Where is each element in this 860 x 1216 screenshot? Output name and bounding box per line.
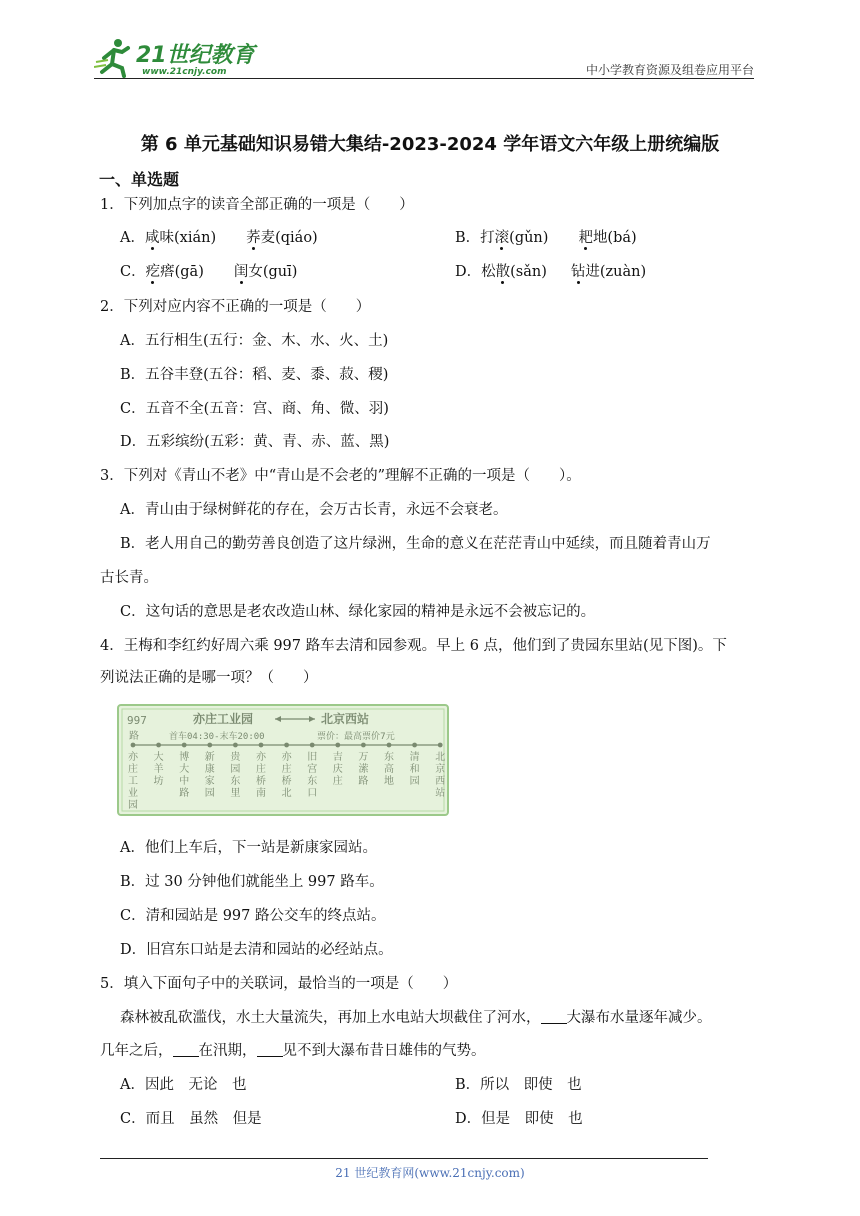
q4-option-c[interactable]: C．清和园站是 997 路公交车的终点站。 [120, 908, 386, 924]
bus-stop-dot [259, 743, 264, 748]
bus-stop-dot [361, 743, 366, 748]
bus-stop-label: 清和园 [409, 752, 420, 787]
bus-stop-dot [207, 743, 212, 748]
bus-stop-dot [438, 743, 443, 748]
logo-url: www.21cnjy.com [142, 67, 227, 77]
bus-stop-label: 贵园东里 [230, 752, 241, 799]
blank-3 [257, 1042, 283, 1057]
q2-option-a[interactable]: A．五行相生(五行：金、木、水、火、土) [120, 333, 389, 349]
header-divider [94, 78, 754, 79]
q5-option-b[interactable]: B．所以 即使 也 [455, 1077, 582, 1093]
bus-stop-dot [156, 743, 161, 748]
q2-option-d[interactable]: D．五彩缤纷(五彩：黄、青、赤、蓝、黑) [120, 434, 390, 450]
bus-from: 亦庄工业园 [193, 712, 254, 726]
bus-route-sign [117, 704, 449, 816]
bus-stop-dot [335, 743, 340, 748]
q5-option-c[interactable]: C．而且 虽然 但是 [120, 1111, 262, 1127]
q3-option-a[interactable]: A．青山由于绿树鲜花的存在，会万古长青，永远不会衰老。 [120, 502, 508, 518]
runner-icon [94, 39, 128, 76]
q2-option-c[interactable]: C．五音不全(五音：宫、商、角、微、羽) [120, 401, 389, 417]
bus-stop-label: 吉庆庄 [332, 752, 343, 787]
footer-divider [100, 1158, 708, 1159]
q5-stem: 5．填入下面句子中的关联词，最恰当的一项是（ ） [100, 976, 458, 992]
q1-option-b[interactable]: B．打滚(gǔn) 耙地(bá) [455, 230, 637, 246]
footer-text: 21 世纪教育网(www.21cnjy.com) [335, 1166, 525, 1180]
bus-stop-label: 亦庄桥北 [281, 752, 292, 799]
q4-stem: 4．王梅和李红约好周六乘 997 路车去清和园参观。早上 6 点，他们到了贵园东里站(见下图)。下 [100, 638, 727, 654]
blank-2 [173, 1042, 199, 1057]
q1-stem: 1．下列加点字的读音全部正确的一项是（ ） [100, 197, 414, 213]
bus-to: 北京西站 [321, 712, 370, 726]
bus-stop-label: 新康家园 [204, 752, 215, 799]
q4-option-b[interactable]: B．过 30 分钟他们就能坐上 997 路车。 [120, 874, 384, 890]
q3-option-b[interactable]: B．老人用自己的勤劳善良创造了这片绿洲，生命的意义在茫茫青山中延续，而且随着青山万 [120, 536, 711, 552]
bus-stop-label: 旧宫东口 [307, 752, 318, 799]
bus-stop-label: 万潆路 [358, 752, 369, 787]
q2-option-b[interactable]: B．五谷丰登(五谷：稻、麦、黍、菽、稷) [120, 367, 389, 383]
site-logo [94, 36, 264, 80]
section-heading: 一、单选题 [99, 170, 180, 189]
q1-option-d[interactable]: D．松散(sǎn) 钻进(zuàn) [455, 264, 647, 280]
header-platform-text: 中小学教育资源及组卷应用平台 [585, 63, 754, 77]
bus-stop-dot [182, 743, 187, 748]
q1-option-a[interactable]: A．咸味(xián) 荞麦(qiáo) [120, 230, 318, 246]
bus-route-number: 997 [127, 714, 147, 727]
q3-stem: 3．下列对《青山不老》中“青山是不会老的”理解不正确的一项是（ ）。 [100, 468, 581, 484]
bus-times: 首车04:30-末车20:00 [169, 732, 265, 742]
bus-stop-label: 北京西站 [435, 752, 446, 799]
bus-stop-label: 亦庄桥南 [256, 752, 266, 799]
logo-text: 21世纪教育 [136, 43, 255, 68]
q5-passage-line1: 森林被乱砍滥伐，水土大量流失，再加上水电站大坝截住了河水， 大瀑布水量逐年减少。 [120, 1010, 712, 1026]
blank-1 [541, 1009, 567, 1024]
q5-option-d[interactable]: D．但是 即使 也 [455, 1111, 583, 1127]
q4-option-d[interactable]: D．旧宫东口站是去清和园站的必经站点。 [120, 942, 393, 958]
q1-option-c[interactable]: C．疙瘩(gā) 闺女(guī) [120, 264, 298, 280]
bus-stop-label: 大羊坊 [153, 752, 164, 787]
q5-passage-line2: 几年之后， 在汛期， 见不到大瀑布昔日雄伟的气势。 [100, 1043, 486, 1059]
bus-stop-dot [131, 743, 136, 748]
q5-option-a[interactable]: A．因此 无论 也 [120, 1077, 247, 1093]
bus-stop-dot [284, 743, 289, 748]
bus-route-char: 路 [129, 731, 139, 742]
bus-stop-label: 亦庄工业园 [128, 752, 138, 811]
q3-option-b-cont: 古长青。 [100, 570, 158, 586]
bus-stop-dot [387, 743, 392, 748]
bus-stop-label: 东高地 [384, 752, 394, 787]
page-title: 第 6 单元基础知识易错大集结-2023-2024 学年语文六年级上册统编版 [140, 134, 720, 155]
q2-stem: 2．下列对应内容不正确的一项是（ ） [100, 299, 371, 315]
q4-stem-cont: 列说法正确的是哪一项？（ ） [100, 670, 318, 686]
bus-stop-dot [412, 743, 417, 748]
bus-stop-dot [233, 743, 238, 748]
bus-stop-dot [310, 743, 315, 748]
q4-option-a[interactable]: A．他们上车后，下一站是新康家园站。 [120, 840, 377, 856]
bus-fare: 票价：最高票价7元 [317, 732, 395, 742]
q3-option-c[interactable]: C．这句话的意思是老农改造山林、绿化家园的精神是永远不会被忘记的。 [120, 604, 596, 620]
bus-stop-label: 博大中路 [179, 752, 190, 799]
